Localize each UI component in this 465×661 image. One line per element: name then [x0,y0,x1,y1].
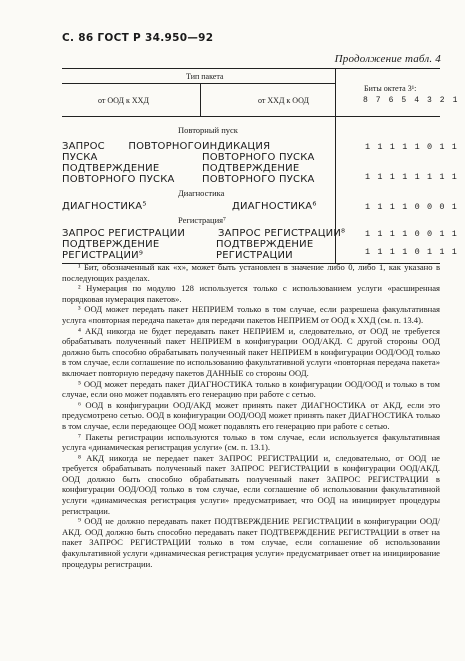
cell-restart-confirmation-dte: ПОДТВЕРЖДЕНИЕ ПОВТОРНОГО ПУСКА [62,163,175,185]
footnote-9: ⁹ ООД не должно передавать пакет ПОДТВЕРЖДЕНИЕ РЕГИСТРАЦИИ в конфигурации ООД/АКД. ООД должно быть способно передавать пакет ПОДТВЕРЖДЕНИЕ РЕГИСТРАЦИИ в ответ на пакет ЗАПРОС РЕГИСТРАЦИИ только в том случае, если соглашение об использовании факультативной услуги «динамическая регистрация услуги» предусматривает ответ на инициирование процедуры регистрации. [62,516,440,569]
cell-diagnostic-dte: ДИАГНОСТИКА⁵ [62,201,147,212]
footnote-5: ⁵ ООД может передать пакет ДИАГНОСТИКА только в конфигурации ООД/ООД и только в том случае, если оно может подавлять его генерацию при работе с сетью. [62,378,440,400]
table-header-bottom-rule [62,116,440,117]
cell-registration-confirmation-dte: ПОДТВЕРЖДЕНИЕ РЕГИСТРАЦИИ⁹ [62,239,160,261]
page-header-standard: С. 86 ГОСТ Р 34.950—92 [62,32,214,44]
octet-code-restart-confirmation: 1 1 1 1 1 1 1 1 [365,172,459,182]
section-label: Повторный пуск [178,125,238,135]
footnote-1: ¹ Бит, обозначенный как «х», может быть установлен в значение либо 0, либо 1, как указано в последующих разделах. [62,262,440,283]
footnote-6: ⁶ ООД в конфигурации ООД/АКД может принять пакет ДИАГНОСТИКА от АКД, если это предусмотрено сетью. ООД в конфигурации ООД/ООД может принять пакет ДИАГНОСТИКА только в том случае, если передающее ООД может подавлять его генерацию при работе с сетью. [62,399,440,431]
section-label: Диагностика [178,188,225,198]
header-octet-bits-title: Биты октета 3¹: [364,84,417,93]
cell-restart-confirmation-dce: ПОДТВЕРЖДЕНИЕ ПОВТОРНОГО ПУСКА [202,163,315,185]
direction-divider [200,83,201,116]
octet-code-registration-request: 1 1 1 1 0 0 1 1 [365,229,459,239]
footnotes [62,262,440,569]
cell-registration-confirmation-dce: ПОДТВЕРЖДЕНИЕ РЕГИСТРАЦИИ [216,239,314,261]
header-dte-to-dce: от ООД к ХХД [98,96,149,105]
octet-code-diagnostic: 1 1 1 1 0 0 0 1 [365,202,459,212]
table-top-rule [62,68,440,69]
footnote-3: ³ ООД может передать пакет НЕПРИЕМ только в том случае, если разрешена факультативная услуга «повторная передача пакета» для передачи пакетов НЕПРИЕМ от ООД к ХХД (см. п. 13.4). [62,304,440,325]
header-dce-to-dte: от ХХД к ООД [258,96,309,105]
cell-restart-request: ЗАПРОС ПОВТОРНОГО ПУСКА [62,141,202,163]
packet-type-underline [62,83,335,84]
footnote-7: ⁷ Пакеты регистрации используются только в том случае, если используется факультативная услуга «динамическая регистрация услуги» (см. п. 13.1). [62,431,440,453]
footnote-8: ⁸ АКД никогда не передает пакет ЗАПРОС РЕГИСТРАЦИИ и, следовательно, от ООД не требуется обрабатывать полученный пакет ЗАПРОС РЕГИСТРАЦИИ в конфигурации ООД/АКД. ООД должно быть способно обрабатывать полученный пакет ЗАПРОС РЕГИСТРАЦИИ в конфигурации ООД/ООД только в том случае, если соглашение об использовании факультативной услуги «динамическая регистрация услуги» предусматривает, что ООД на инициирует процедуры регистрации. [62,452,440,516]
section-label: Регистрация⁷ [178,215,227,225]
octet-code-registration-confirmation: 1 1 1 1 0 1 1 1 [365,247,459,257]
header-packet-type: Тип пакета [186,72,224,81]
cell-registration-request-dce: ЗАПРОС РЕГИСТРАЦИИ⁸ [218,228,346,239]
footnote-4: ⁴ АКД никогда не будет передавать пакет НЕПРИЕМ и, следовательно, от ООД не требуется обрабатывать полученный пакет НЕПРИЕМ в конфигурации ООД/АКД. С другой стороны ООД должно быть способно обрабатывать полученный пакет НЕПРИЕМ в конфигурации ООД/ООД только в том случае, если соглашение по использованию факультативной услуги «повторная передача пакета» включает повторную передачу пакетов ДАННЫЕ со стороны ООД. [62,325,440,378]
octet-code-restart: 1 1 1 1 1 0 1 1 [365,142,459,152]
cell-restart-indication: ИНДИКАЦИЯ ПОВТОРНОГО ПУСКА [202,141,315,163]
header-octet-bit-numbers: 8 7 6 5 4 3 2 1 [363,96,460,105]
cell-registration-request-dte: ЗАПРОС РЕГИСТРАЦИИ [62,228,186,239]
footnote-2: ² Нумерация по модулю 128 используется только с использованием услуги «расширенная порядковая нумерация пакетов». [62,283,440,304]
cell-diagnostic-dce: ДИАГНОСТИКА⁶ [232,201,317,212]
table-continuation-label: Продолжение табл. 4 [334,53,441,65]
